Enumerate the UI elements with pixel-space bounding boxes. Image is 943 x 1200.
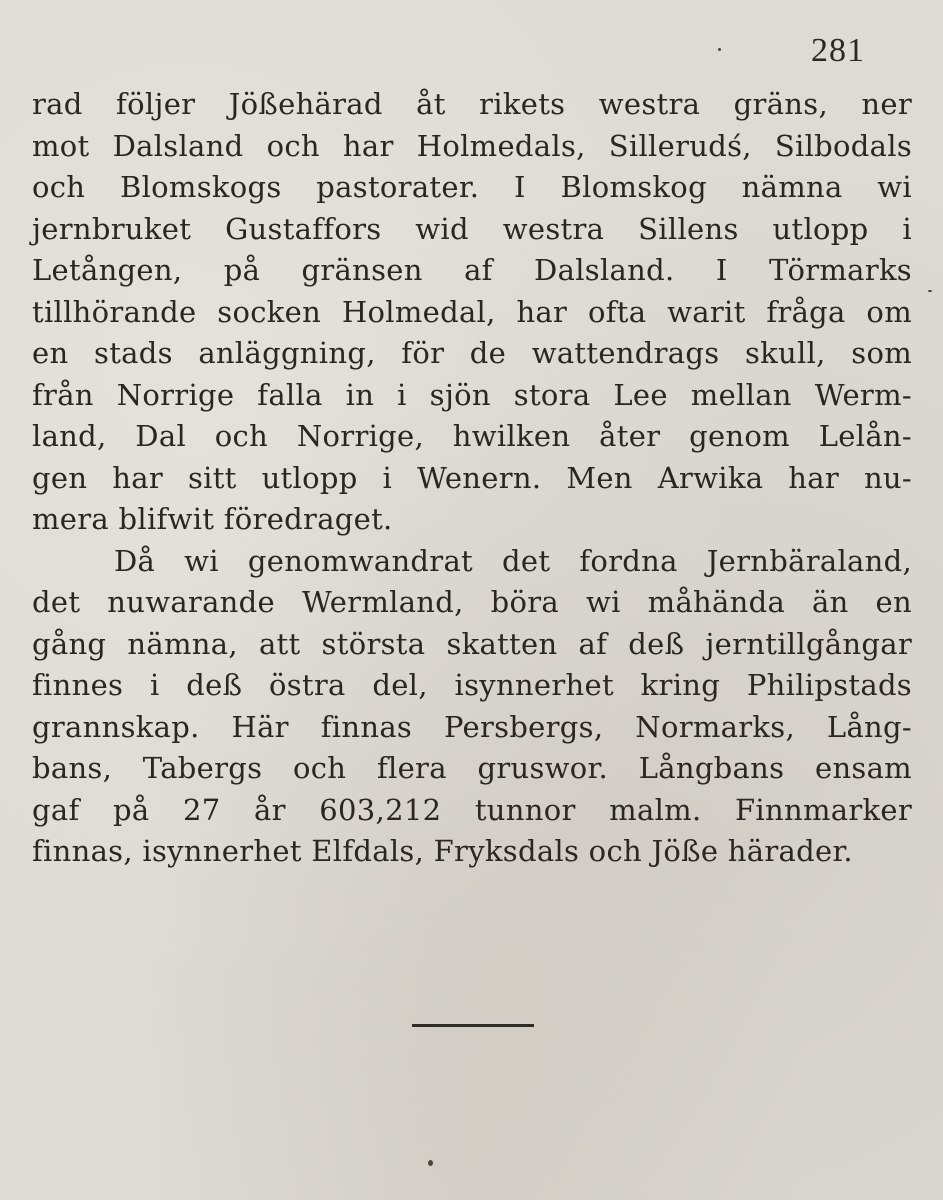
text-line: land, Dal och Norrige, hwilken åter genom Lelån- <box>32 419 912 453</box>
text-line: jernbruket Gustaffors wid westra Sillens utlopp i <box>32 211 912 246</box>
text-line: från Norrige falla in i sjön stora Lee mellan Werm- <box>32 377 912 412</box>
text-line: en stads anläggning, för de wattendrags skull, som <box>32 336 912 370</box>
paper-speck <box>928 290 932 292</box>
text-line: tillhörande socken Holmedal, har ofta warit fråga om <box>32 294 912 329</box>
text-line: Då wi genomwandrat det fordna Jernbäraland, <box>114 543 912 578</box>
page-number: 281 <box>811 32 865 69</box>
text-line: bans, Tabergs och flera gruswor. Långbans ensam <box>32 751 912 785</box>
text-line: gen har sitt utlopp i Wenern. Men Arwika har nu- <box>32 460 912 495</box>
text-line: gaf på 27 år 603,212 tunnor malm. Finnmarker <box>32 792 912 827</box>
text-line: gång nämna, att största skatten af deß jerntillgångar <box>32 626 912 661</box>
text-line: rad följer Jößehärad åt rikets westra gräns, ner <box>32 87 912 121</box>
text-line: finnes i deß östra del, isynnerhet kring Philipstads <box>32 668 912 702</box>
text-line: grannskap. Här finnas Persbergs, Normarks, Lång- <box>32 709 912 744</box>
text-line: Letången, på gränsen af Dalsland. I Törmarks <box>32 253 912 287</box>
section-rule <box>412 1024 534 1027</box>
paragraph-1 <box>32 84 912 541</box>
paper-speck <box>718 48 721 51</box>
body-text <box>32 84 912 873</box>
text-line: mera blifwit föredraget. <box>32 502 393 536</box>
text-line: mot Dalsland och har Holmedals, Sillerudś, Silbodals <box>32 128 912 163</box>
text-line: och Blomskogs pastorater. I Blomskog nämna wi <box>32 170 912 204</box>
text-line: finnas, isynnerhet Elfdals, Fryksdals och Jöße härader. <box>32 834 853 868</box>
paper-speck <box>428 1160 433 1166</box>
paragraph-2 <box>32 541 912 873</box>
text-line: det nuwarande Wermland, böra wi måhända än en <box>32 585 912 619</box>
